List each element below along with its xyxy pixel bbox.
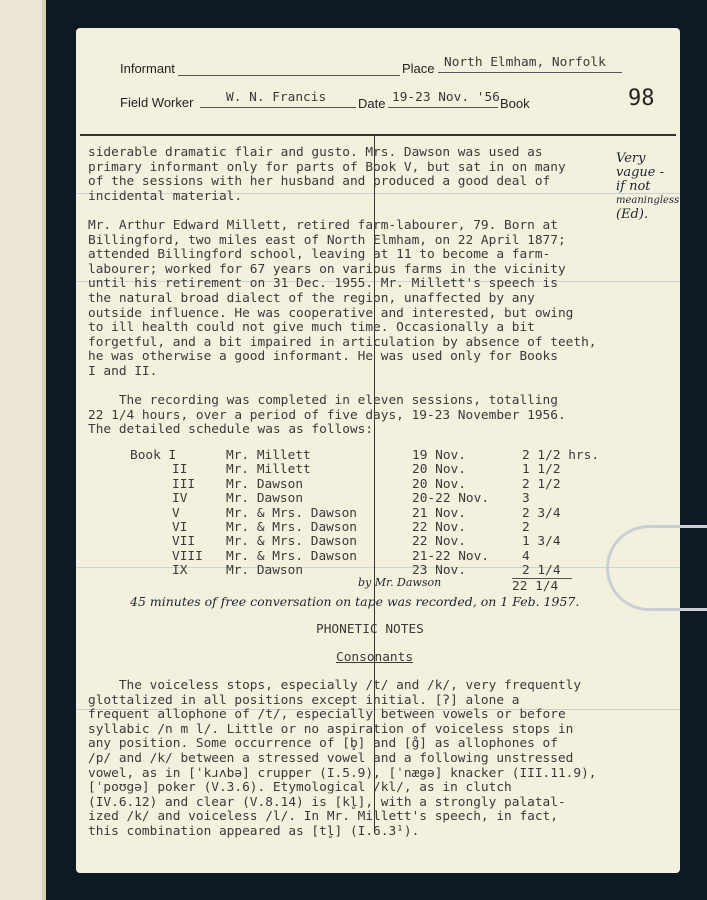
schedule-book: III — [172, 476, 196, 492]
schedule-hours: 2 1/2 hrs. — [522, 448, 600, 463]
body-line: Billingford, two miles east of North Elmham, on 22 April 1877; — [88, 232, 566, 248]
schedule-book: II — [172, 462, 188, 478]
schedule-book: VII — [172, 534, 196, 550]
schedule-book: VI — [172, 520, 188, 535]
margin-note-line: Very — [616, 151, 646, 166]
schedule-date: 20 Nov. — [412, 476, 466, 492]
schedule-hours: 2 3/4 — [522, 505, 561, 521]
schedule-date: 20 Nov. — [412, 462, 466, 478]
paper-clip — [606, 525, 707, 611]
schedule-book: IX — [172, 563, 188, 579]
schedule-informant: Mr. Millett — [226, 462, 311, 478]
body-line: primary informant only for parts of Book V, but sat in on many — [88, 159, 566, 175]
phonetic-line: frequent allophone of /t/, especially between vowels or before — [88, 707, 566, 723]
schedule-date: 22 Nov. — [412, 534, 466, 550]
schedule-hours: 2 — [522, 520, 530, 535]
schedule-book: VIII — [172, 548, 203, 564]
place-value: North Elmham, Norfolk — [444, 55, 606, 70]
schedule-informant: Mr. Dawson — [226, 491, 304, 507]
subsection-title: Consonants — [336, 650, 414, 665]
field-worker-label: Field Worker — [120, 95, 194, 110]
schedule-date: 21-22 Nov. — [412, 548, 490, 564]
schedule-informant: Mr. & Mrs. Dawson — [226, 520, 357, 535]
schedule-book: Book I — [130, 448, 177, 463]
schedule-informant: Mr. & Mrs. Dawson — [226, 534, 357, 550]
schedule-hours: 2 1/2 — [522, 476, 561, 492]
body-line: attended Billingford school, leaving at 11 to become a farm- — [88, 247, 551, 263]
body-line: to ill health could not give much time. Occasionally a bit — [88, 320, 535, 336]
phonetic-line: glottalized in all positions except initial. [ʔ] alone a — [88, 692, 520, 708]
schedule-hours: 4 — [522, 548, 530, 564]
date-line — [388, 107, 498, 108]
schedule-hours: 1 1/2 — [522, 462, 561, 478]
field-worker-line — [200, 107, 356, 108]
margin-note — [616, 152, 679, 222]
header-rule — [80, 134, 676, 136]
phonetic-line: ized /k/ and voiceless /l/. In Mr. Millett's speech, in fact, — [88, 809, 558, 825]
phonetic-line: vowel, as in [ˈkɹʌbə] crupper (I.5.9), [ˈnægə] knacker (III.11.9), — [88, 765, 597, 781]
body-line: siderable dramatic flair and gusto. Mrs. Dawson was used as — [88, 145, 543, 160]
body-line: I and II. — [88, 364, 158, 379]
schedule-informant: Mr. Millett — [226, 448, 311, 463]
section-title: PHONETIC NOTES — [316, 622, 424, 637]
schedule-informant: Mr. Dawson — [226, 476, 304, 492]
informant-line — [178, 75, 400, 76]
total-hours: 22 1/4 — [512, 579, 559, 594]
body-line: of the sessions with her husband and produced a good deal of — [88, 174, 551, 190]
schedule-date: 23 Nov. — [412, 563, 466, 579]
body-line: until his retirement on 31 Dec. 1955. Mr. Millett's speech is — [88, 276, 558, 292]
phonetic-line: syllabic /n m l/. Little or no aspiration of voiceless stops in — [88, 721, 574, 737]
margin-note-line: (Ed). — [616, 207, 649, 222]
body-line: the natural broad dialect of the region, unaffected by any — [88, 291, 535, 306]
schedule-date: 20-22 Nov. — [412, 491, 490, 507]
body-line: The detailed schedule was as follows: — [88, 422, 374, 438]
back-card-edge — [0, 0, 46, 900]
schedule-book: V — [172, 505, 180, 521]
schedule-hours: 2 1/4 — [522, 563, 561, 579]
schedule-date: 21 Nov. — [412, 505, 466, 521]
margin-note-line: meaningless — [616, 195, 680, 206]
informant-label: Informant — [120, 61, 175, 76]
date-label: Date — [358, 96, 386, 111]
schedule-informant: Mr. & Mrs. Dawson — [226, 505, 357, 521]
handwritten-insert: by Mr. Dawson — [358, 576, 442, 589]
field-worker-value: W. N. Francis — [226, 90, 327, 105]
schedule-book: IV — [172, 491, 188, 507]
phonetic-line: any position. Some occurrence of [b̥] and [g̊] as allophones of — [88, 736, 558, 752]
phonetic-line: this combination appeared as [tl̥] (I.6.3¹). — [88, 824, 420, 839]
place-label: Place — [402, 61, 435, 76]
place-line — [438, 72, 622, 73]
book-label: Book — [500, 96, 530, 111]
handwritten-note: 45 minutes of free conversation on tape was recorded, on 1 Feb. 1957. — [130, 594, 580, 609]
schedule-date: 19 Nov. — [412, 448, 466, 463]
schedule-date: 22 Nov. — [412, 520, 466, 535]
phonetic-line: [ˈpoʊgə] poker (V.3.6). Etymological /kl/, as in clutch — [88, 780, 512, 796]
schedule-hours: 1 3/4 — [522, 534, 561, 550]
phonetic-line: (IV.6.12) and clear (V.8.14) is [kl̥], with a strongly palatal- — [88, 794, 566, 810]
schedule-informant: Mr. Dawson — [226, 563, 304, 579]
body-line: outside influence. He was cooperative and interested, but owing — [88, 305, 574, 321]
date-value: 19-23 Nov. '56 — [392, 90, 500, 105]
body-line: Mr. Arthur Edward Millett, retired farm-labourer, 79. Born at — [88, 218, 558, 233]
phonetic-line: The voiceless stops, especially /t/ and /k/, very frequently — [88, 678, 582, 693]
body-line: he was otherwise a good informant. He was used only for Books — [88, 349, 558, 365]
phonetic-line: /p/ and /k/ between a stressed vowel and a following unstressed — [88, 751, 574, 766]
page-number: 98 — [628, 86, 655, 111]
body-line: incidental material. — [88, 188, 243, 204]
body-line: 22 1/4 hours, over a period of five days, 19-23 November 1956. — [88, 407, 566, 423]
schedule-hours: 3 — [522, 491, 530, 507]
body-line: labourer; worked for 67 years on various farms in the vicinity — [88, 261, 566, 277]
body-line: forgetful, and a bit impaired in articulation by absence of teeth, — [88, 334, 597, 350]
field-record-card — [76, 28, 680, 873]
margin-note-line: vague - — [616, 165, 665, 180]
body-line: The recording was completed in eleven sessions, totalling — [88, 393, 558, 408]
schedule-informant: Mr. & Mrs. Dawson — [226, 548, 357, 564]
ruled-line — [76, 567, 680, 568]
back-card-stripe — [42, 0, 46, 900]
margin-note-line: if not — [616, 179, 651, 194]
